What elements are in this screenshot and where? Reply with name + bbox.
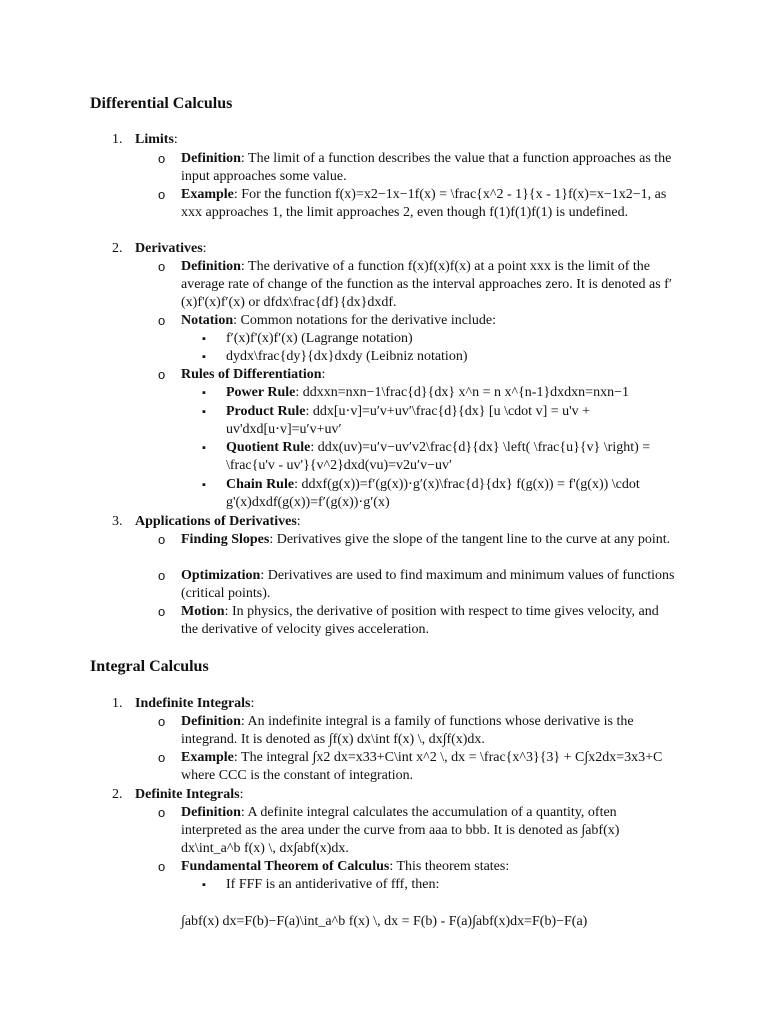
notation-label: Notation — [181, 313, 234, 328]
definition-text: : The limit of a function describes the value that a function approaches as the input approaches some value. — [181, 151, 672, 184]
product-rule — [202, 403, 678, 439]
square-bullet-icon: ▪ — [202, 879, 206, 891]
ftc-formula: ∫abf(x) dx=F(b)−F(a)\int_a^b f(x) \, dx = F(b) - F(a)∫abf(x)dx=F(b)−F(a) — [181, 914, 588, 929]
square-bullet-icon: ▪ — [202, 351, 206, 363]
slopes-label: Finding Slopes — [181, 532, 270, 547]
circle-bullet-icon: o — [158, 859, 166, 874]
item-heading: Derivatives — [135, 241, 203, 256]
example-label: Example — [181, 187, 234, 202]
list-number: 2. — [112, 787, 123, 802]
rules-label: Rules of Differentiation — [181, 367, 322, 382]
circle-bullet-icon: o — [158, 750, 166, 765]
ftc-label: Fundamental Theorem of Calculus — [181, 859, 390, 874]
definition-text: : A definite integral calculates the accumulation of a quantity, often interpreted as the area under the curve from aaa to bbb. It is denoted as ∫abf(x) dx\int_a^b f(x) \, dx∫abf(x)dx. — [181, 805, 620, 856]
item-heading: Limits — [135, 132, 174, 147]
list-number: 1. — [112, 132, 123, 147]
circle-bullet-icon: o — [158, 805, 166, 820]
definition-label: Definition — [181, 714, 241, 729]
applications-motion — [158, 603, 678, 639]
notation-leibniz-text: dydx\frac{dy}{dx}dxdy (Leibniz notation) — [226, 349, 468, 364]
item-heading: Applications of Derivatives — [135, 514, 297, 529]
limits-definition — [158, 150, 678, 186]
square-bullet-icon: ▪ — [202, 406, 206, 418]
power-rule — [202, 384, 678, 402]
list-item-definite: 2. Definite Integrals: — [112, 787, 244, 802]
definition-text: : An indefinite integral is a family of functions whose derivative is the integrand. It is denoted as ∫f(x) dx\int f(x) \, dx∫f(x)dx. — [181, 714, 634, 747]
ftc-text: : This theorem states: — [389, 859, 510, 874]
optimization-text: : Derivatives are used to find maximum and minimum values of functions (critical points). — [181, 568, 675, 601]
ftc-item-text: If FFF is an antiderivative of fff, then: — [226, 877, 440, 892]
definition-label: Definition — [181, 259, 241, 274]
applications-optimization — [158, 567, 678, 603]
list-number: 2. — [112, 241, 123, 256]
chain-rule-text: : ddxf(g(x))=f′(g(x))⋅g′(x)\frac{d}{dx} f(g(x)) = f'(g(x)) \cdot g'(x)dxdf(g(x))=f′(g(x))⋅g′(x) — [226, 477, 640, 510]
ftc-item — [202, 876, 678, 894]
slopes-text: : Derivatives give the slope of the tangent line to the curve at any point. — [269, 532, 671, 547]
example-label: Example — [181, 750, 234, 765]
circle-bullet-icon: o — [158, 532, 166, 547]
derivatives-definition — [158, 258, 678, 312]
quotient-rule — [202, 439, 678, 475]
square-bullet-icon: ▪ — [202, 442, 206, 454]
definite-definition — [158, 804, 678, 858]
notation-leibniz — [202, 348, 678, 366]
motion-text: : In physics, the derivative of position with respect to time gives velocity, and the derivative of velocity gives acceleration. — [181, 604, 659, 637]
quotient-rule-text: : ddx(uv)=u′v−uv′v2\frac{d}{dx} \left( \frac{u}{v} \right) = \frac{u'v - uv'}{v^2}dxd(vu)=v2u′v−uv′ — [226, 440, 651, 473]
circle-bullet-icon: o — [158, 568, 166, 583]
square-bullet-icon: ▪ — [202, 479, 206, 491]
product-rule-label: Product Rule — [226, 404, 306, 419]
list-item-indefinite: 1. Indefinite Integrals: — [112, 696, 255, 711]
section-title-integral: Integral Calculus — [90, 658, 209, 675]
item-heading: Definite Integrals — [135, 787, 240, 802]
list-number: 1. — [112, 696, 123, 711]
definition-text: : The derivative of a function f(x)f(x)f(x) at a point xxx is the limit of the average rate of change of the function as the interval approaches zero. It is denoted as f′(x)f'(x)f′(x) or dfdx\frac{df}{dx}dxdf. — [181, 259, 672, 310]
circle-bullet-icon: o — [158, 259, 166, 274]
power-rule-label: Power Rule — [226, 385, 296, 400]
example-text: : The integral ∫x2 dx=x33+C\int x^2 \, dx = \frac{x^3}{3} + C∫x2dx=3x3+C where CCC is the constant of integration. — [181, 750, 663, 783]
list-item-limits: 1. Limits: — [112, 132, 178, 147]
derivatives-notation — [158, 312, 678, 330]
circle-bullet-icon: o — [158, 367, 166, 382]
circle-bullet-icon: o — [158, 187, 166, 202]
section-title-differential: Differential Calculus — [90, 95, 233, 112]
chain-rule-label: Chain Rule — [226, 477, 295, 492]
circle-bullet-icon: o — [158, 313, 166, 328]
rules-of-differentiation: o Rules of Differentiation: — [158, 367, 326, 382]
motion-label: Motion — [181, 604, 225, 619]
quotient-rule-label: Quotient Rule — [226, 440, 311, 455]
list-number: 3. — [112, 514, 123, 529]
applications-slopes — [158, 531, 678, 549]
circle-bullet-icon: o — [158, 151, 166, 166]
notation-lagrange-text: f′(x)f'(x)f′(x) (Lagrange notation) — [226, 331, 413, 346]
example-text: : For the function f(x)=x2−1x−1f(x) = \frac{x^2 - 1}{x - 1}f(x)=x−1x2−1, as xxx approaches 1, the limit approaches 2, even though f(1)f(1)f(1) is undefined. — [181, 187, 667, 220]
optimization-label: Optimization — [181, 568, 261, 583]
indefinite-definition — [158, 713, 678, 749]
definition-label: Definition — [181, 805, 241, 820]
fundamental-theorem — [158, 858, 678, 876]
notation-lagrange — [202, 330, 678, 348]
product-rule-text: : ddx[u⋅v]=u′v+uv′\frac{d}{dx} [u \cdot v] = u'v + uv'dxd[u⋅v]=u′v+uv′ — [226, 404, 591, 437]
indefinite-example — [158, 749, 678, 785]
square-bullet-icon: ▪ — [202, 387, 206, 399]
list-item-derivatives: 2. Derivatives: — [112, 241, 207, 256]
limits-example — [158, 186, 678, 222]
item-heading: Indefinite Integrals — [135, 696, 251, 711]
power-rule-text: : ddxxn=nxn−1\frac{d}{dx} x^n = n x^{n-1}dxdxn=nxn−1 — [295, 385, 629, 400]
circle-bullet-icon: o — [158, 604, 166, 619]
list-item-applications: 3. Applications of Derivatives: — [112, 514, 301, 529]
definition-label: Definition — [181, 151, 241, 166]
circle-bullet-icon: o — [158, 714, 166, 729]
chain-rule — [202, 476, 678, 512]
notation-text: : Common notations for the derivative include: — [233, 313, 496, 328]
square-bullet-icon: ▪ — [202, 333, 206, 345]
